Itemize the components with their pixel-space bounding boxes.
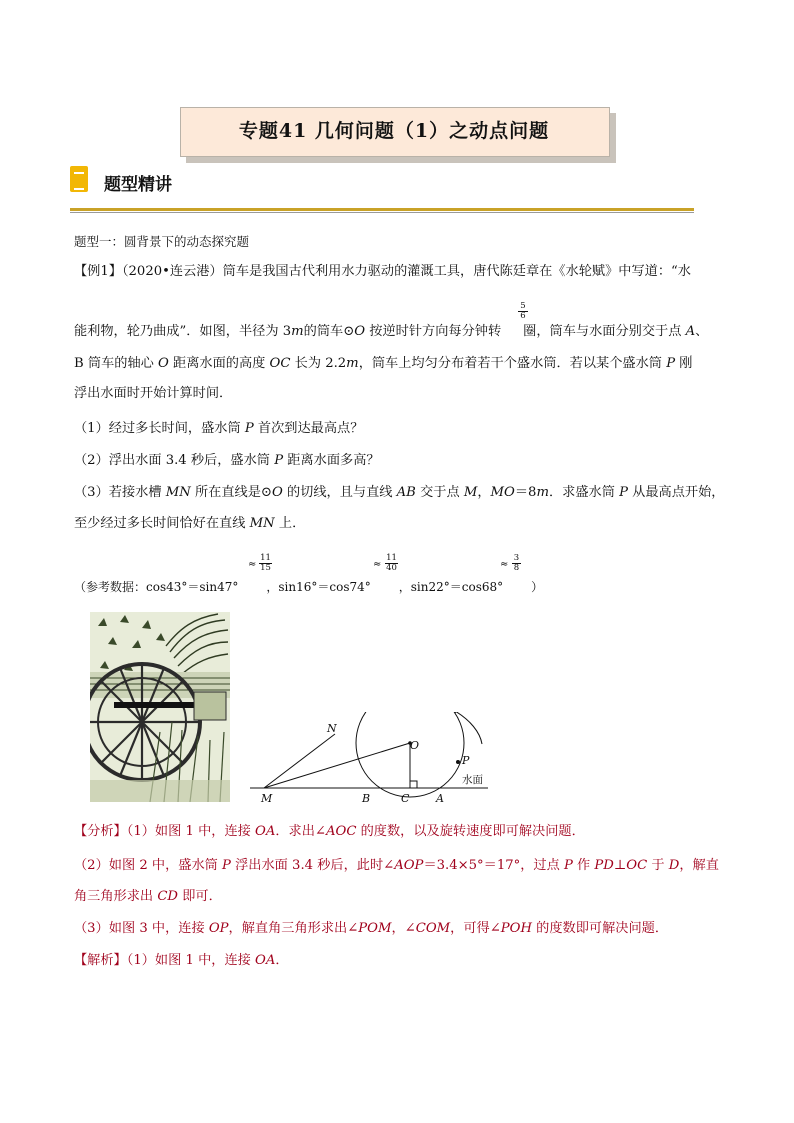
fraction-5-6: $\frac{5}{6}$	[518, 302, 528, 321]
approx-1: ≈	[248, 559, 257, 570]
label-B: B	[362, 792, 371, 805]
example-line-4: 浮出水面时开始计算时间．	[74, 386, 233, 401]
approx-2: ≈	[373, 559, 382, 570]
example-tag: 【例1】	[74, 264, 122, 279]
reference-data: （参考数据：cos43°＝sin47° ，sin16°＝cos74° ，sin22°＝cos68° ）	[74, 580, 544, 594]
label-A: A	[436, 792, 444, 805]
section-rule-thin	[70, 212, 694, 213]
section-title: 题型精讲	[104, 175, 172, 195]
fraction-11-15: $\frac{11}{15}$	[260, 553, 271, 573]
analysis-line-2-cont: 角三角形求出 CD 即可．	[74, 889, 222, 904]
label-P: P	[462, 754, 470, 767]
label-water-surface: 水面	[462, 774, 483, 786]
example-line-3: B 筒车的轴心 O 距离水面的高度 OC 长为 2.2m，筒车上均匀分布着若干个盛水筒．若以某个盛水筒 P 刚	[74, 356, 693, 371]
section-rule	[70, 208, 694, 211]
page-title: 专题41 几何问题（1）之动点问题	[238, 120, 550, 142]
solution-line-1: 【解析】（1）如图 1 中，连接 OA．	[74, 953, 289, 968]
label-O: O	[410, 739, 420, 752]
example-line-1: 【例1】（2020•连云港）筒车是我国古代利用水力驱动的灌溉工具，唐代陈廷章在《水轮赋》中写道：“水	[74, 264, 691, 279]
notebook-lines-icon	[74, 172, 84, 190]
label-N: N	[327, 722, 337, 735]
geometry-diagram	[250, 712, 495, 807]
fraction-3-8: $\frac{3}{8}$	[513, 553, 520, 573]
question-2: （2）浮出水面 3.4 秒后，盛水筒 P 距离水面多高？	[74, 453, 380, 468]
approx-3: ≈	[500, 559, 509, 570]
type-label: 题型一：圆背景下的动态探究题	[74, 234, 250, 249]
analysis-tag: 【分析】	[74, 824, 127, 839]
solution-tag: 【解析】	[74, 953, 127, 968]
analysis-line-1: 【分析】（1）如图 1 中，连接 OA．求出∠AOC 的度数，以及旋转速度即可解决问题．	[74, 824, 585, 839]
label-M: M	[261, 792, 273, 805]
fraction-11-40: $\frac{11}{40}$	[386, 553, 397, 573]
example-line-2: 能利物，轮乃曲成”．如图，半径为 3m的筒车⊙O 按逆时针方向每分钟转 圈，筒车与水面分别交于点 A、	[74, 324, 709, 339]
analysis-line-2: （2）如图 2 中，盛水筒 P 浮出水面 3.4 秒后，此时∠AOP＝3.4×5°＝17°，过点 P 作 PD⊥OC 于 D，解直	[74, 858, 719, 873]
analysis-line-3: （3）如图 3 中，连接 OP，解直角三角形求出∠POM，∠COM，可得∠POH 的度数即可解决问题．	[74, 921, 669, 936]
label-C: C	[401, 792, 410, 805]
question-1: （1）经过多长时间，盛水筒 P 首次到达最高点？	[74, 421, 364, 436]
question-3: （3）若接水槽 MN 所在直线是⊙O 的切线，且与直线 AB 交于点 M，MO＝8m．求盛水筒 P 从最高点开始，	[74, 485, 725, 500]
question-3-cont: 至少经过多长时间恰好在直线 MN 上．	[74, 516, 306, 531]
water-wheel-illustration	[90, 612, 230, 802]
